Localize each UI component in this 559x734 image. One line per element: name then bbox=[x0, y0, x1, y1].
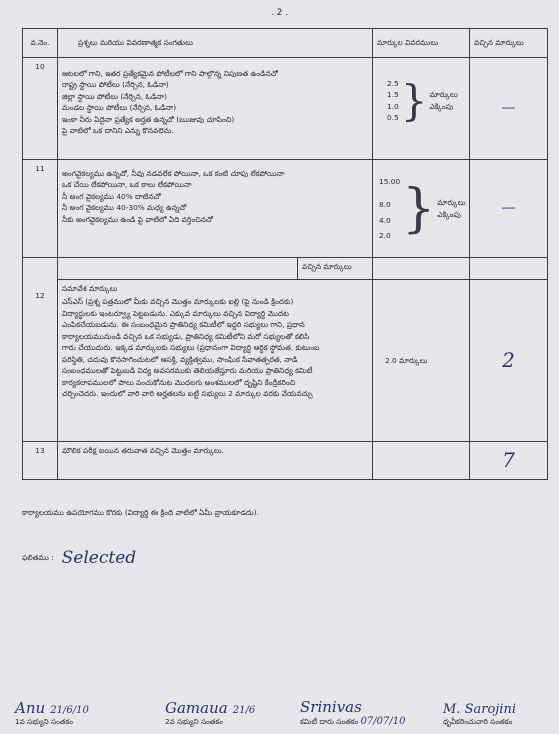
table-header bbox=[23, 29, 548, 58]
obtained-value: — bbox=[501, 199, 516, 216]
row-description bbox=[58, 280, 373, 442]
marks-table bbox=[22, 28, 548, 480]
line: కార్యకలాపములలో పాలు పంచుకోనుట మొదలగు అంశములలో దృష్టిని కేంద్రీకరించి bbox=[62, 377, 296, 387]
result-value: Selected bbox=[61, 548, 137, 568]
brace: } bbox=[402, 178, 436, 239]
line: ఇంకా నీరు ఏదైనా ప్రత్యేక అర్హత ఉన్నచో (ఋజువు చూపించి) bbox=[62, 114, 235, 124]
row-marks-blank bbox=[373, 442, 470, 480]
subheader-spacer bbox=[58, 258, 373, 280]
line: చర్చించెదరు. ఇందులో వారి వారి అర్హతలను బట్టి సభ్యులు 2 మార్కుల వరకు వేయవచ్చు bbox=[62, 389, 313, 399]
row-sno: 10 bbox=[23, 58, 58, 160]
signature-3 bbox=[300, 697, 406, 728]
signature-label: 2వ సభ్యుని సంతకం bbox=[165, 717, 223, 726]
line: విద్యార్థులకు ఇంటర్వ్యూ పెట్టబడును. ఎక్కువ మార్కులు వచ్చిన విద్యార్థి మొదట bbox=[62, 308, 289, 318]
signature-label bbox=[300, 716, 406, 728]
signature-4 bbox=[443, 698, 516, 728]
signature-label: 1వ సభ్యుని సంతకం bbox=[15, 717, 73, 726]
line: పై వాటిలో ఒక దానిని ఎన్ను కొనవలెను. bbox=[62, 126, 174, 136]
header-questions: ప్రశ్నలు మరియు వివరణాత్మక సంగతులు bbox=[58, 29, 373, 58]
mark-value: 15.00 bbox=[379, 177, 401, 186]
line: పరిస్థితి, చదువు కొనసాగించుటలో ఆసక్తి, వ్యక్తిత్వము, సాంఘిక సేవాతత్పరత, నాడి bbox=[62, 354, 298, 364]
line: జిల్లా స్థాయి పోటీలు (నేర్చిన, ఓడినా) bbox=[62, 91, 167, 101]
row-marks bbox=[373, 160, 470, 258]
signature-date: 21/6/10 bbox=[50, 705, 89, 716]
mark-value: 0.5 bbox=[387, 113, 399, 123]
result-line bbox=[22, 548, 136, 568]
line: సంబంధములతో పెట్టుబడి విద్య అవసరముకు తెలియజేస్తూరు మరియు ప్రాతినిధ్య కమిటీ bbox=[62, 366, 313, 376]
subheader-obtained-blank bbox=[470, 258, 548, 280]
mark-value: 2.0 bbox=[379, 231, 391, 241]
mark-value: 1.0 bbox=[387, 101, 399, 111]
brace: } bbox=[400, 75, 428, 125]
line: మండల స్థాయి పోటీలు (నేర్చిన, ఓడినా) bbox=[62, 103, 177, 113]
row-description: మౌలిక పరీక్ష ఐయిన తరువాత వచ్చిన మొత్తం మార్కులు. bbox=[58, 442, 373, 480]
signature-scribble: Srinivas bbox=[300, 698, 362, 716]
signature-date: 21/6 bbox=[232, 705, 256, 716]
subheader-marks-blank bbox=[373, 258, 470, 280]
subheader-label: వచ్చిన మార్కులు bbox=[302, 262, 352, 271]
signature-2 bbox=[165, 698, 255, 728]
table-row bbox=[23, 442, 548, 480]
line: ఎంపికచేయబడును. ఈ సంబంధమైన ప్రాతినిధ్య కమిటీలో ఇద్దరి సభ్యులు గాని, ప్రధాన bbox=[62, 320, 305, 330]
line: ఒక చేయి లేకపోయినా, ఒక కాలు లేకపోయినా bbox=[62, 180, 192, 190]
table-row bbox=[23, 160, 548, 258]
office-note: కార్యాలయము ఉపయోగము కొరకు (విద్యార్థి ఈ క్రింది వాటిలో ఏమీ వ్రాయకూడదు). bbox=[22, 508, 259, 517]
row-marks bbox=[373, 58, 470, 160]
mark-value: 4.0 bbox=[379, 215, 391, 225]
line: రాష్ట్ర స్థాయి పోటీలు (నేర్చిన, ఓడినా) bbox=[62, 80, 169, 90]
signature-scribble: Anu bbox=[15, 699, 46, 717]
row-obtained bbox=[470, 160, 548, 258]
row-sno: 13 bbox=[23, 442, 58, 480]
signature-label: ధృవీకరించువారి సంతకం bbox=[443, 717, 513, 726]
obtained-value: 7 bbox=[502, 448, 515, 472]
table-row bbox=[23, 280, 548, 442]
marks-note: మార్కులు ఎక్కింపు bbox=[437, 198, 466, 219]
table-row bbox=[23, 58, 548, 160]
row-obtained bbox=[470, 442, 548, 480]
mark-value: 8.0 bbox=[379, 200, 391, 210]
row-obtained bbox=[470, 58, 548, 160]
line: ఆటలలో గాని, ఇతర ప్రత్యేకమైన పోటీలలో గాని పాల్గొన్న నిపుణత ఉండినచో bbox=[62, 69, 278, 78]
line: నీ అంగ వైకల్యము 40% దాటినచో bbox=[62, 191, 161, 201]
row-sno: 12 bbox=[23, 258, 58, 442]
obtained-value: — bbox=[501, 99, 516, 116]
line: నీకు అంగవైకల్యము ఉండి పై వాటిలో ఏది వర్తించినచో bbox=[62, 214, 214, 224]
mark-value: 2.5 bbox=[387, 79, 399, 88]
result-label: ఫలితము : bbox=[22, 552, 54, 562]
signature-1 bbox=[15, 698, 89, 728]
signature-scribble: Gamaua bbox=[165, 699, 228, 717]
line: కార్యాలయమునుండి వచ్చిన ఒక సభ్యుడు, ప్రాతినిధ్య కమిటీలోని మరో సభ్యులతో కలిసి bbox=[62, 331, 310, 341]
header-marks-details: మార్కుల వివరములు bbox=[373, 29, 470, 58]
line: అంగవైకల్యము ఉన్నచో, నీవు నడవలేక పోయినా, ఒక కంటి చూపు లేకపోయినా bbox=[62, 169, 285, 178]
row-description bbox=[58, 58, 373, 160]
header-sno: వ.నెం. bbox=[23, 29, 58, 58]
subheader-label-box bbox=[297, 258, 372, 279]
header-marks-obtained: వచ్చిన మార్కులు bbox=[470, 29, 548, 58]
obtained-value: 2 bbox=[502, 348, 515, 372]
signature-label-text: కమిటీ దారు సంతకం bbox=[300, 717, 359, 726]
signature-row bbox=[15, 668, 550, 728]
page-number: . 2 . bbox=[270, 8, 289, 18]
row-obtained bbox=[470, 280, 548, 442]
line: గారు చేయుదురు. ఇక్కడ మార్కులకు సభ్యులు (ప్రధానంగా విద్యార్థి ఆర్థిక స్థోమత, కుటుంబ bbox=[62, 343, 320, 353]
marks-text: 2.0 మార్కులు bbox=[385, 355, 428, 365]
mark-value: 1.5 bbox=[387, 90, 399, 100]
signature-date: 07/07/10 bbox=[360, 716, 406, 727]
signature-scribble: M. Sarojini bbox=[443, 702, 516, 717]
row-marks bbox=[373, 280, 470, 442]
table-subheader-row bbox=[23, 258, 548, 280]
line: నీ అంగ వైకల్యము 40-30% మధ్య ఉన్నచో bbox=[62, 203, 187, 213]
row-description bbox=[58, 160, 373, 258]
marks-note: మార్కులు ఎక్కింపు bbox=[429, 90, 458, 111]
row-sno: 11 bbox=[23, 160, 58, 258]
row-title: సమావేశ మార్కులు bbox=[62, 284, 118, 293]
line: ఎస్ఎస్ (ప్రశ్న పత్రములో మీకు వచ్చిన మొత్తం మార్కులకు ఐల్లి (పై నుండి క్రిందకు) bbox=[62, 297, 294, 307]
